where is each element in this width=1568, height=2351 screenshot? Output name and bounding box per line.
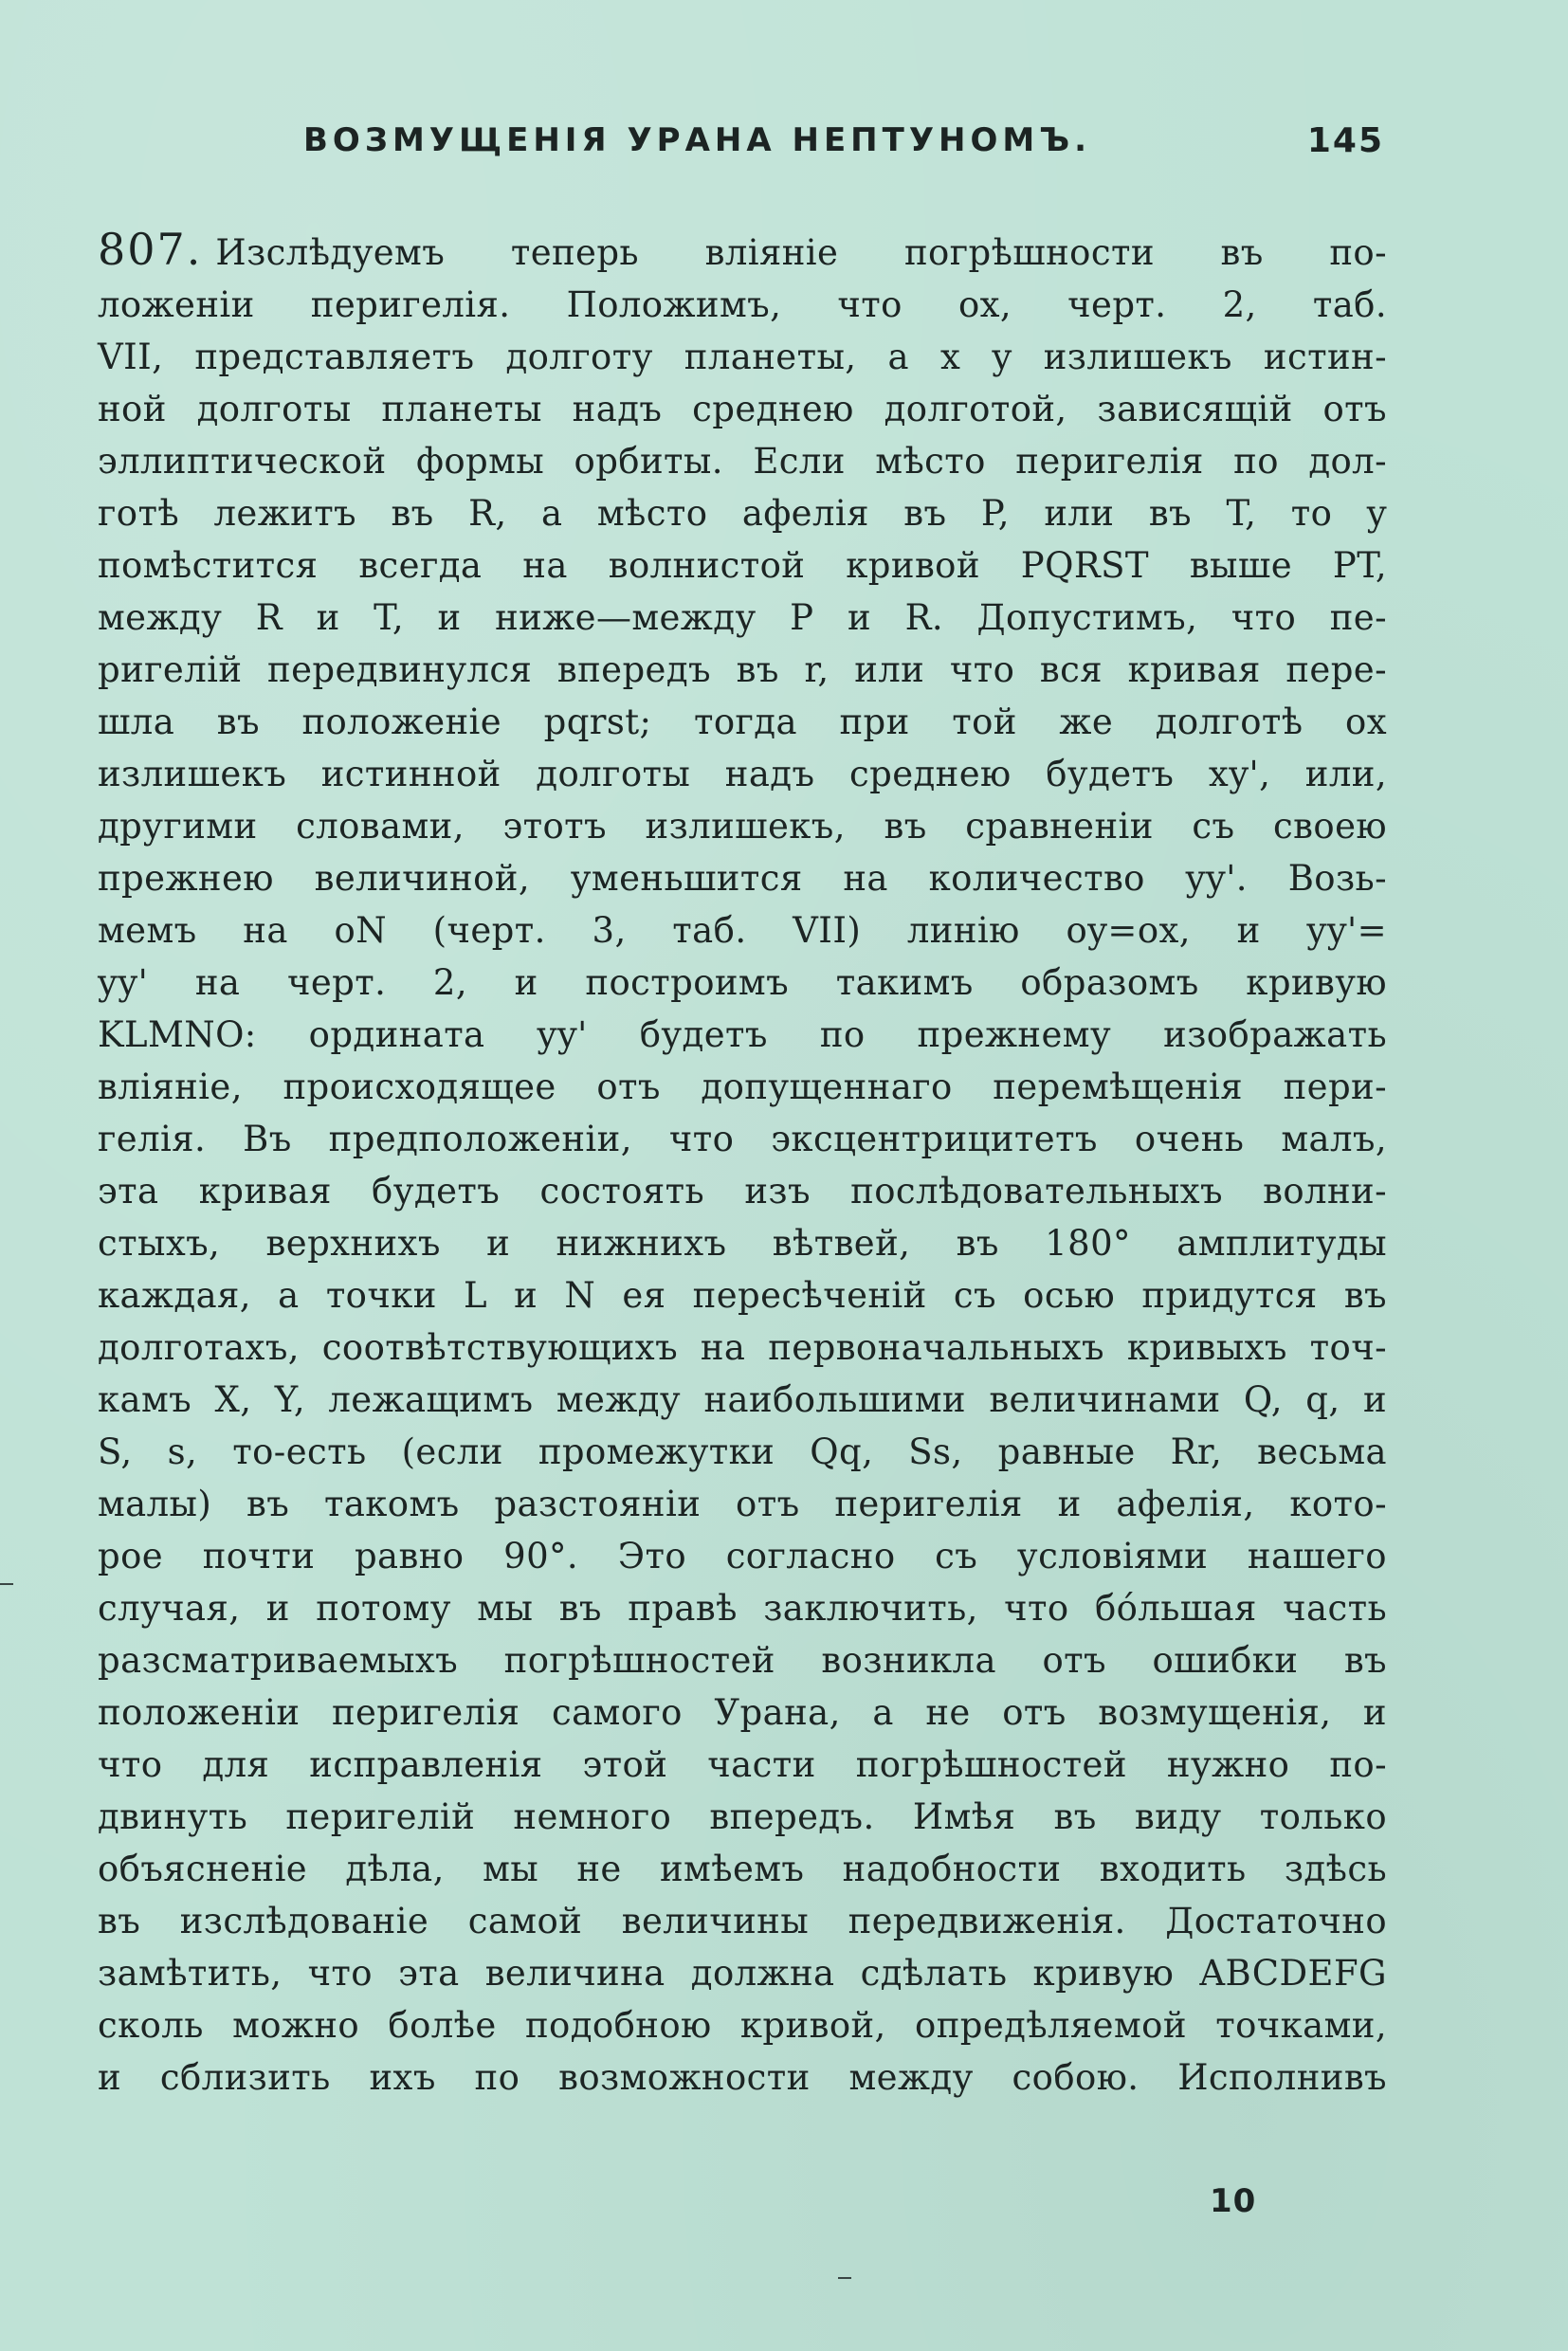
text-line: объясненіе дѣла, мы не имѣемъ надобности входить здѣсь xyxy=(98,1849,1387,1889)
text-line: сколь можно болѣе подобною кривой, опредѣляемой точками, xyxy=(98,2005,1387,2046)
text-line: эта кривая будетъ состоять изъ послѣдовательныхъ волни- xyxy=(98,1171,1387,1212)
paragraph-number: 807. xyxy=(98,224,203,275)
text-line: камъ X, Y, лежащимъ между наибольшими величинами Q, q, и xyxy=(98,1379,1387,1420)
text-line: что для исправленія этой части погрѣшностей нужно по- xyxy=(98,1744,1387,1785)
signature-mark: 10 xyxy=(1210,2182,1257,2220)
text-line: другими словами, этотъ излишекъ, въ сравненіи съ своею xyxy=(98,806,1387,847)
text-line: рое почти равно 90°. Это согласно съ условіями нашего xyxy=(98,1536,1387,1576)
text-line: ложеніи перигелія. Положимъ, что ox, черт. 2, таб. xyxy=(98,284,1387,325)
text-line: KLMNO: ордината yy' будетъ по прежнему изображать xyxy=(98,1014,1387,1055)
text-line: эллиптической формы орбиты. Если мѣсто перигелія по дол- xyxy=(98,441,1387,482)
first-line-text: Изслѣдуемъ теперь вліяніе погрѣшности въ по- xyxy=(215,232,1387,273)
text-line: двинуть перигелій немного впередъ. Имѣя въ виду только xyxy=(98,1796,1387,1837)
text-line: между R и T, и ниже—между P и R. Допустимъ, что пе- xyxy=(98,597,1387,638)
page-number: 145 xyxy=(1306,121,1384,160)
paragraph-807 xyxy=(98,220,1387,2104)
margin-mark xyxy=(838,2277,851,2279)
text-line: и сблизить ихъ по возможности между собою. Исполнивъ xyxy=(98,2057,1387,2098)
page-header xyxy=(303,121,1384,178)
text-line: въ изслѣдованіе самой величины передвиженія. Достаточно xyxy=(98,1901,1387,1941)
text-line: прежнею величиной, уменьшится на количество yy'. Возь- xyxy=(98,858,1387,899)
text-line: малы) въ такомъ разстояніи отъ перигелія и афелія, кото- xyxy=(98,1484,1387,1524)
text-line: замѣтить, что эта величина должна сдѣлать кривую ABCDEFG xyxy=(98,1953,1387,1994)
text-line: стыхъ, верхнихъ и нижнихъ вѣтвей, въ 180° амплитуды xyxy=(98,1223,1387,1264)
text-line: гелія. Въ предположеніи, что эксцентрицитетъ очень малъ, xyxy=(98,1119,1387,1159)
text-line: ной долготы планеты надъ среднею долготой, зависящій отъ xyxy=(98,389,1387,429)
running-title: ВОЗМУЩЕНІЯ УРАНА НЕПТУНОМЪ. xyxy=(303,121,1092,159)
text-line: положеніи перигелія самого Урана, а не отъ возмущенія, и xyxy=(98,1692,1387,1733)
text-line: yy' на черт. 2, и построимъ такимъ образомъ кривую xyxy=(98,962,1387,1003)
text-line: готѣ лежитъ въ R, а мѣсто афелія въ P, или въ T, то y xyxy=(98,493,1387,534)
text-line: мемъ на oN (черт. 3, таб. VII) линію oy=ox, и yy'= xyxy=(98,910,1387,951)
text-line: S, s, то-есть (если промежутки Qq, Ss, равные Rr, весьма xyxy=(98,1431,1387,1472)
text-line: долготахъ, соотвѣтствующихъ на первоначальныхъ кривыхъ точ- xyxy=(98,1327,1387,1368)
text-line: каждая, а точки L и N ея пересѣченій съ осью придутся въ xyxy=(98,1275,1387,1316)
text-line: излишекъ истинной долготы надъ среднею будетъ xy', или, xyxy=(98,754,1387,794)
text-line: помѣстится всегда на волнистой кривой PQRST выше PT, xyxy=(98,545,1387,586)
text-line: разсматриваемыхъ погрѣшностей возникла отъ ошибки въ xyxy=(98,1640,1387,1681)
text-line: ригелій передвинулся впередъ въ r, или что вся кривая пере- xyxy=(98,649,1387,690)
margin-mark xyxy=(0,1583,13,1585)
text-line xyxy=(98,220,1387,279)
text-line: случая, и потому мы въ правѣ заключить, что бóльшая часть xyxy=(98,1588,1387,1629)
text-line: шла въ положеніе pqrst; тогда при той же долготѣ ox xyxy=(98,702,1387,742)
text-line: VII, представляетъ долготу планеты, а x y излишекъ истин- xyxy=(98,337,1387,377)
text-line: вліяніе, происходящее отъ допущеннаго перемѣщенія пери- xyxy=(98,1066,1387,1107)
